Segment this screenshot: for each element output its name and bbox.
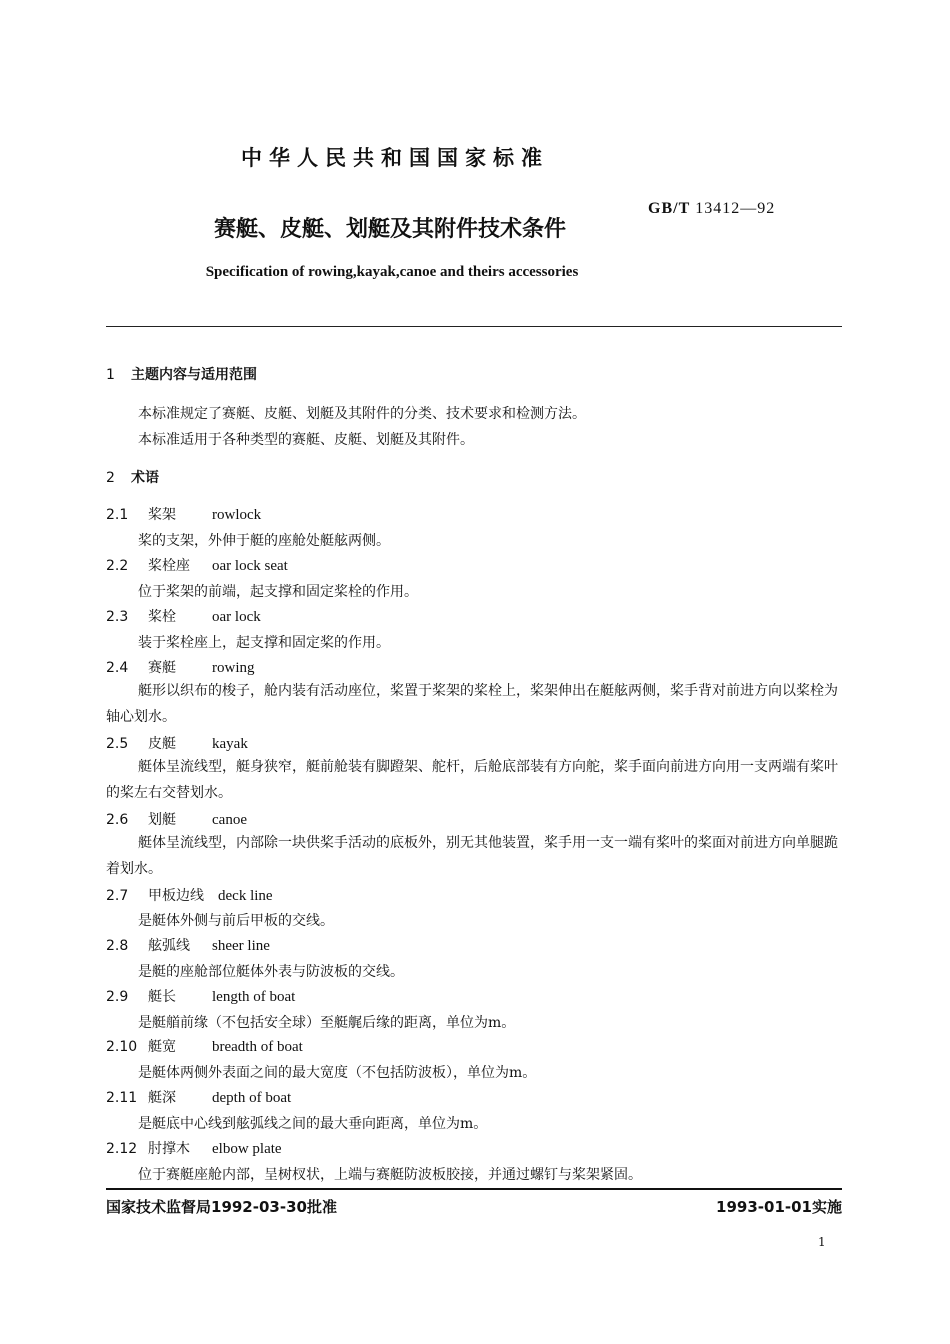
term-definition: 是艇的座舱部位艇体外表与防波板的交线。 (138, 964, 404, 980)
term-definition: 桨的支架，外伸于艇的座舱处艇舷两侧。 (138, 533, 390, 549)
term-name-cn: 桨栓 (148, 609, 176, 625)
term-name-cn: 肘撑木 (148, 1141, 190, 1157)
term-name-en: rowlock (212, 507, 262, 523)
term-heading (106, 504, 261, 524)
standard-code-prefix: GB/T (648, 200, 691, 217)
term-heading (106, 606, 261, 626)
section-number: 2 (106, 470, 115, 486)
term-number: 2.1 (106, 507, 129, 523)
term-heading (106, 555, 288, 575)
term-definition: 艇体呈流线型，内部除一块供桨手活动的底板外，别无其他装置，桨手用一支一端有桨叶的桨面对前进方向单腿跪着划水。 (106, 835, 838, 877)
term-name-cn: 皮艇 (148, 736, 176, 752)
term-number: 2.9 (106, 989, 129, 1005)
term-heading (106, 986, 295, 1006)
term-heading (106, 1036, 303, 1056)
header-divider (106, 326, 842, 327)
term-definition: 位于桨架的前端，起支撑和固定桨栓的作用。 (138, 584, 418, 600)
term-definition: 是艇底中心线到舷弧线之间的最大垂向距离，单位为m。 (138, 1116, 488, 1132)
term-heading (106, 733, 248, 753)
term-number: 2.10 (106, 1039, 138, 1055)
term-number: 2.5 (106, 736, 129, 752)
term-definition: 艇形以织布的梭子，舱内装有活动座位，桨置于桨架的桨栓上，桨架伸出在艇舷两侧，桨手背对前进方向以桨栓为轴心划水。 (106, 683, 838, 725)
approval-info: 国家技术监督局1992-03-30批准 (106, 1198, 337, 1216)
implementation-date: 1993-01-01实施 (716, 1198, 842, 1216)
term-name-cn: 艇宽 (148, 1039, 176, 1055)
term-definition: 位于赛艇座舱内部，呈树杈状，上端与赛艇防波板胶接，并通过螺钉与桨架紧固。 (138, 1167, 642, 1183)
term-name-en: sheer line (212, 938, 270, 954)
section-number: 1 (106, 367, 115, 383)
term-name-en: elbow plate (212, 1141, 282, 1157)
term-name-cn: 甲板边线 (148, 888, 204, 904)
term-heading (106, 1087, 291, 1107)
term-heading (106, 1138, 282, 1158)
term-name-cn: 划艇 (148, 812, 176, 828)
paragraph: 本标准规定了赛艇、皮艇、划艇及其附件的分类、技术要求和检测方法。 (138, 406, 586, 422)
term-number: 2.11 (106, 1090, 138, 1106)
term-name-en: deck line (218, 888, 273, 904)
term-heading (106, 657, 255, 677)
term-definition: 艇体呈流线型，艇身狭窄，艇前舱装有脚蹬架、舵杆，后舱底部装有方向舵，桨手面向前进方向用一支两端有桨叶的桨左右交替划水。 (106, 759, 838, 801)
document-title-en: Specification of rowing,kayak,canoe and theirs accessories (205, 264, 579, 280)
term-number: 2.6 (106, 812, 129, 828)
footer-divider (106, 1188, 842, 1190)
term-heading (106, 935, 270, 955)
term-name-en: kayak (212, 736, 248, 752)
term-name-en: depth of boat (212, 1090, 292, 1106)
term-number: 2.4 (106, 660, 129, 676)
section-1-heading (106, 364, 257, 384)
section-title: 主题内容与适用范围 (131, 367, 257, 383)
term-number: 2.7 (106, 888, 129, 904)
standard-code-number: 13412—92 (695, 200, 776, 217)
section-title: 术语 (131, 470, 159, 486)
term-definition: 装于桨栓座上，起支撑和固定桨的作用。 (138, 635, 390, 651)
term-name-cn: 桨架 (148, 507, 176, 523)
section-2-heading (106, 467, 159, 487)
paragraph: 本标准适用于各种类型的赛艇、皮艇、划艇及其附件。 (138, 432, 474, 448)
term-name-en: canoe (212, 812, 247, 828)
term-name-cn: 艇深 (148, 1090, 176, 1106)
national-standard-heading: 中华人民共和国国家标准 (241, 146, 549, 170)
term-name-en: oar lock (212, 609, 261, 625)
term-heading (106, 885, 273, 905)
term-name-cn: 桨栓座 (148, 558, 190, 574)
term-name-en: length of boat (212, 989, 296, 1005)
term-definition: 是艇艏前缘（不包括安全球）至艇艉后缘的距离，单位为m。 (138, 1015, 516, 1031)
term-name-cn: 舷弧线 (148, 938, 190, 954)
term-number: 2.2 (106, 558, 129, 574)
term-name-en: rowing (212, 660, 255, 676)
document-title-cn: 赛艇、皮艇、划艇及其附件技术条件 (213, 217, 566, 242)
term-number: 2.8 (106, 938, 129, 954)
term-name-cn: 艇长 (148, 989, 176, 1005)
term-name-en: oar lock seat (212, 558, 288, 574)
term-name-en: breadth of boat (212, 1039, 303, 1055)
term-number: 2.12 (106, 1141, 138, 1157)
page-number: 1 (818, 1235, 826, 1249)
term-heading (106, 809, 247, 829)
term-number: 2.3 (106, 609, 129, 625)
term-name-cn: 赛艇 (148, 660, 176, 676)
term-definition: 是艇体外侧与前后甲板的交线。 (138, 913, 334, 929)
term-definition: 是艇体两侧外表面之间的最大宽度（不包括防波板），单位为m。 (138, 1065, 537, 1081)
